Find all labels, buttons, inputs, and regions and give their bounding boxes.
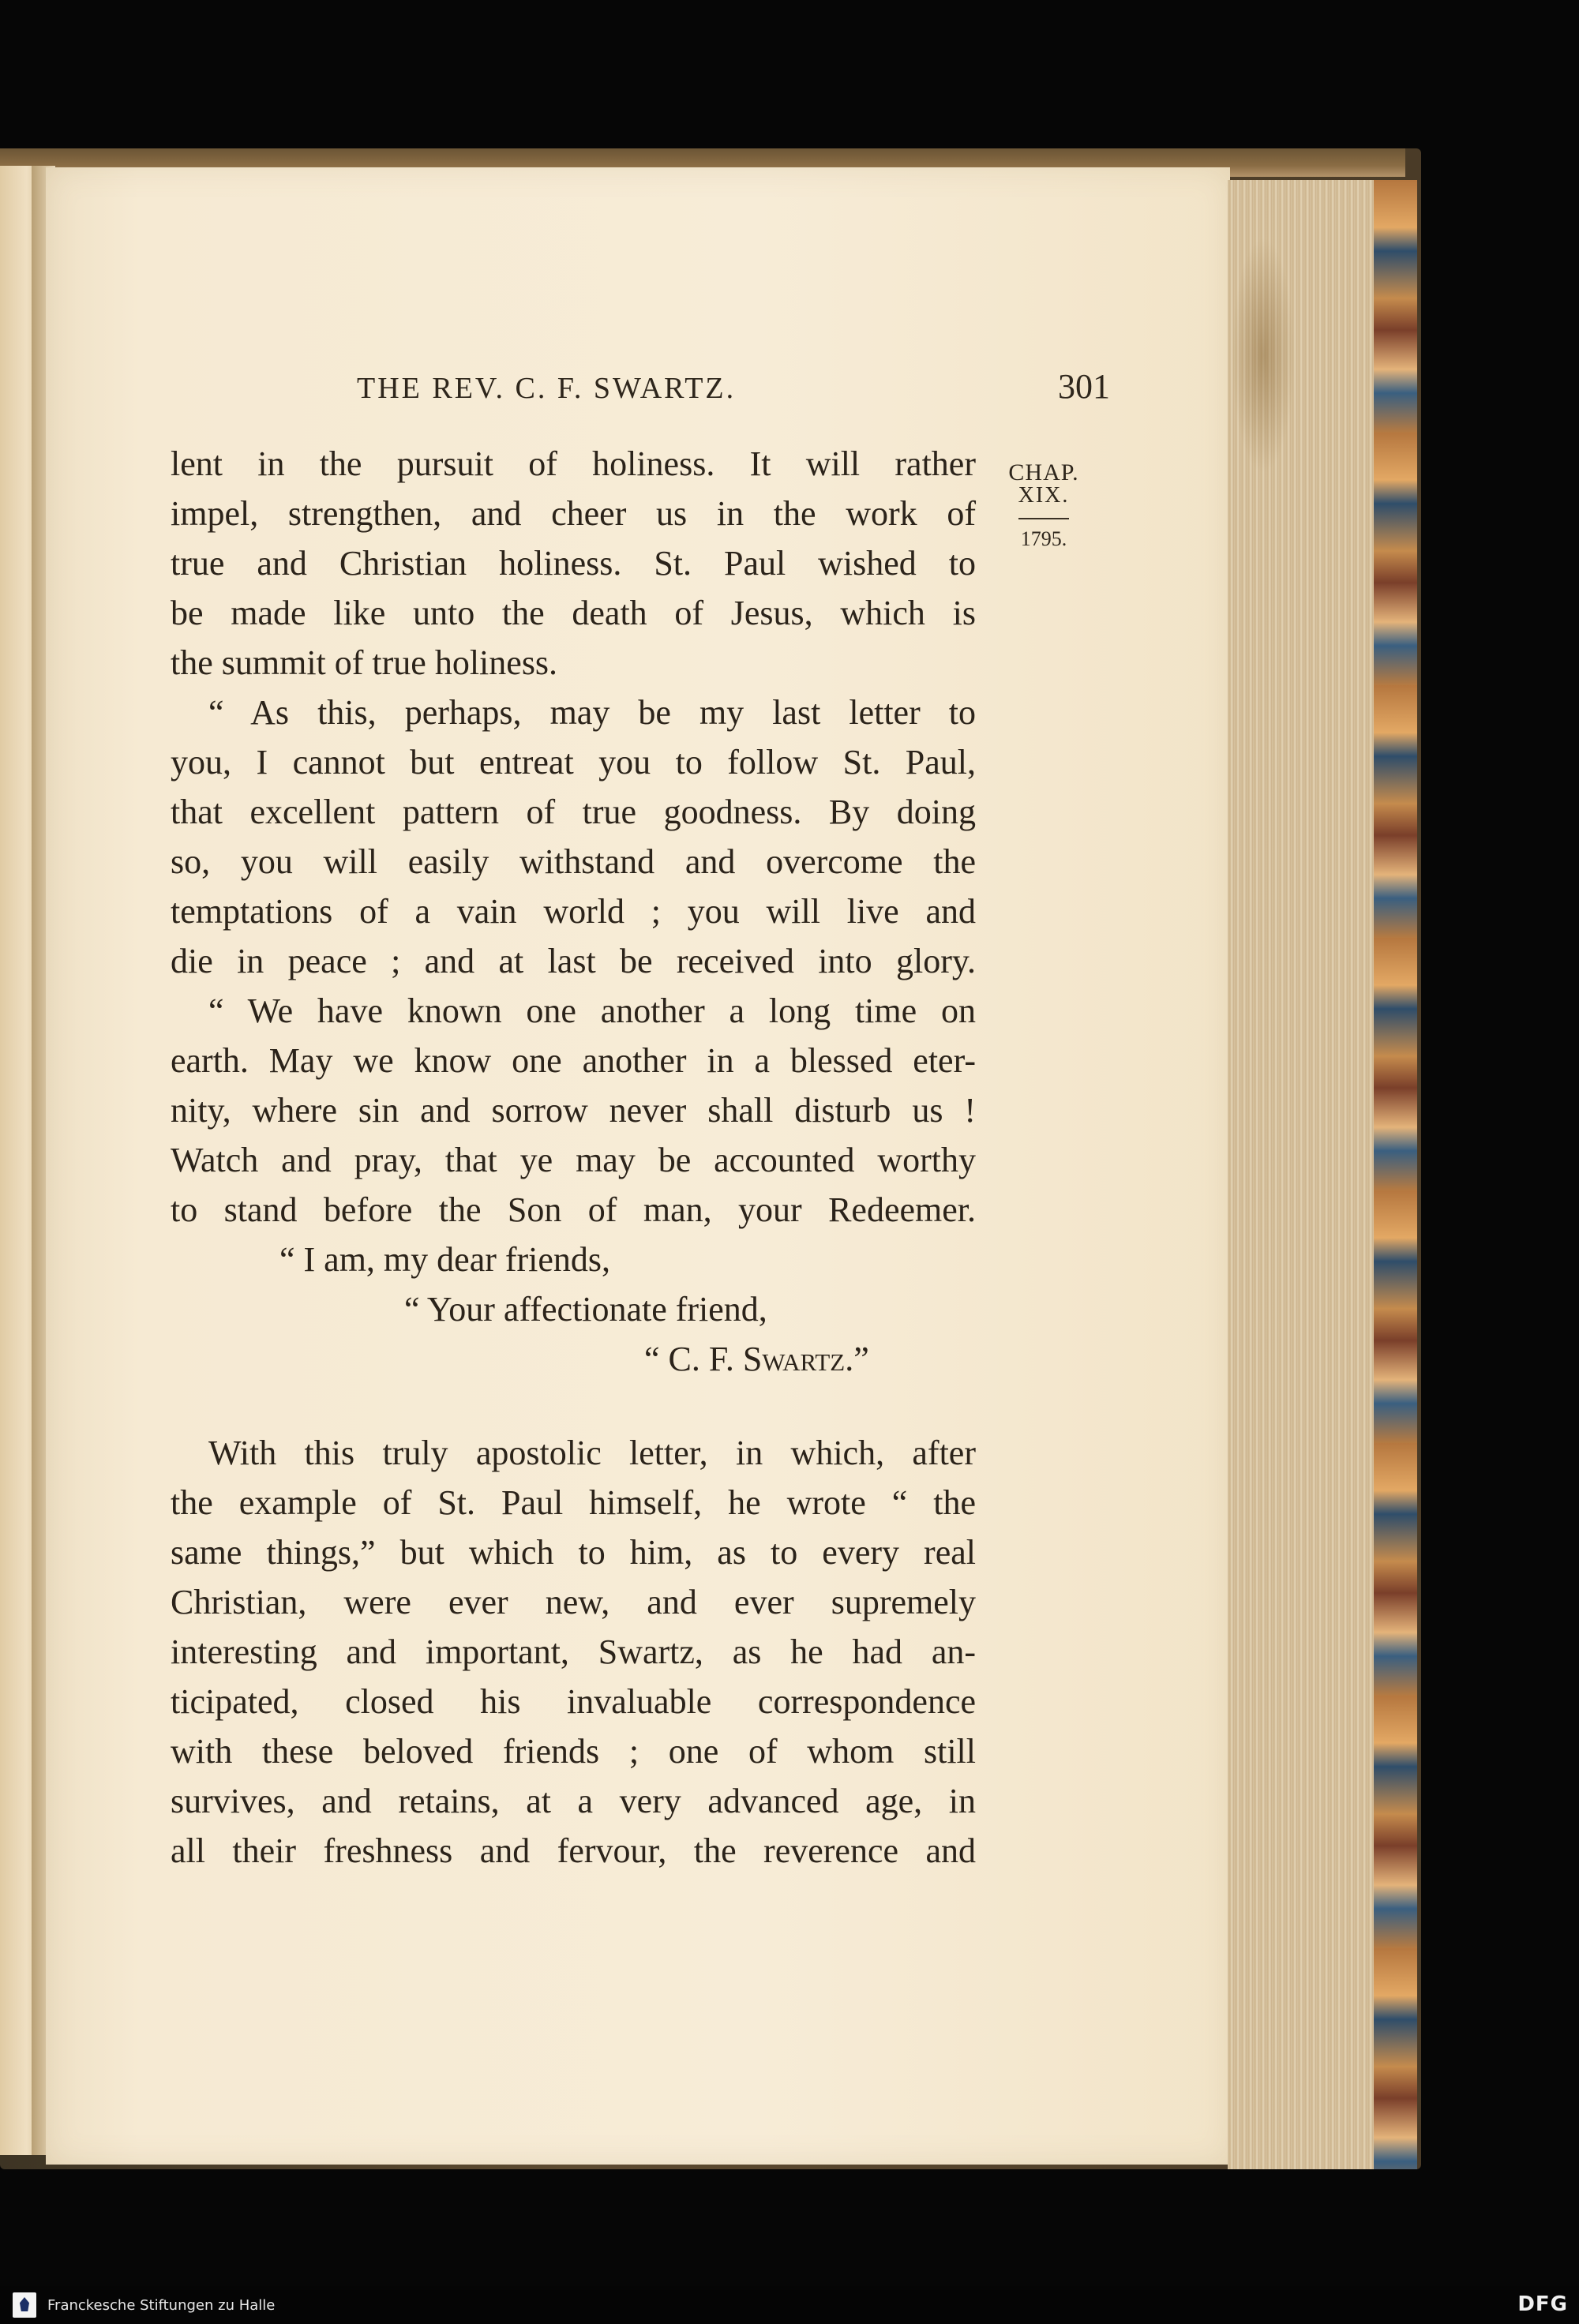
margin-chap-label: CHAP.: [1008, 459, 1079, 485]
margin-rule: [1018, 518, 1069, 519]
text-line: impel, strengthen, and cheer us in the work of: [171, 494, 976, 533]
text-line: “ As this, perhaps, may be my last letter to: [208, 693, 976, 732]
margin-chap-number: XIX.: [1018, 483, 1070, 508]
text-line: ticipated, closed his invaluable correspondence: [171, 1682, 976, 1721]
text-line: same things,” but which to him, as to every real: [171, 1533, 976, 1572]
viewer-footer: [0, 2286, 1579, 2324]
institution-logo-icon: [13, 2292, 36, 2318]
institution-name: Franckesche Stiftungen zu Halle: [47, 2297, 276, 2314]
margin-year: 1795.: [1020, 527, 1067, 550]
text-line: nity, where sin and sorrow never shall disturb us !: [171, 1091, 976, 1130]
page-number: 301: [1058, 367, 1110, 406]
text-line: all their freshness and fervour, the reverence and: [171, 1831, 976, 1870]
paragraph-gap: [171, 1384, 976, 1428]
text-line: with these beloved friends ; one of whom still: [171, 1732, 976, 1771]
margin-note: [996, 459, 1091, 551]
body-text: [171, 439, 976, 1876]
page-header: [171, 367, 1110, 418]
text-line: the summit of true holiness.: [171, 643, 558, 682]
signature-suffix: .”: [845, 1340, 869, 1378]
text-line: temptations of a vain world ; you will live and: [171, 892, 976, 931]
edge-stain: [1232, 237, 1295, 474]
text-line: survives, and retains, at a very advanced age, in: [171, 1782, 976, 1820]
marbled-cover-edge: [1374, 180, 1417, 2169]
text-line: die in peace ; and at last be received into glory.: [171, 942, 976, 980]
text-line: the example of St. Paul himself, he wrote “ the: [171, 1483, 976, 1522]
signature-prefix: “ C. F.: [644, 1340, 743, 1378]
dfg-logo: DFG: [1517, 2292, 1568, 2316]
signature-name: Swartz: [742, 1340, 846, 1378]
page-fore-edge: [1228, 180, 1374, 2169]
running-head: THE REV. C. F. SWARTZ.: [357, 372, 737, 405]
signature-line: “ Your affectionate friend,: [404, 1290, 767, 1329]
text-line: so, you will easily withstand and overcome the: [171, 842, 976, 881]
text-line: Watch and pray, that ye may be accounted worthy: [171, 1141, 976, 1179]
signature-name-line: [171, 1334, 976, 1384]
text-line: to stand before the Son of man, your Redeemer.: [171, 1190, 976, 1229]
signature-line: “ I am, my dear friends,: [279, 1240, 611, 1279]
text-line: With this truly apostolic letter, in which, after: [208, 1434, 976, 1472]
text-line: earth. May we know one another in a blessed eter-: [171, 1041, 976, 1080]
text-line: be made like unto the death of Jesus, which is: [171, 594, 976, 632]
text-line: true and Christian holiness. St. Paul wished to: [171, 544, 976, 583]
text-line: that excellent pattern of true goodness. By doing: [171, 793, 976, 831]
text-line: “ We have known one another a long time on: [208, 991, 976, 1030]
text-line: Christian, were ever new, and ever supremely: [171, 1583, 976, 1621]
text-line: interesting and important, Swartz, as he had an-: [171, 1632, 976, 1671]
text-line: lent in the pursuit of holiness. It will rather: [171, 444, 976, 483]
text-line: you, I cannot but entreat you to follow St. Paul,: [171, 743, 976, 782]
